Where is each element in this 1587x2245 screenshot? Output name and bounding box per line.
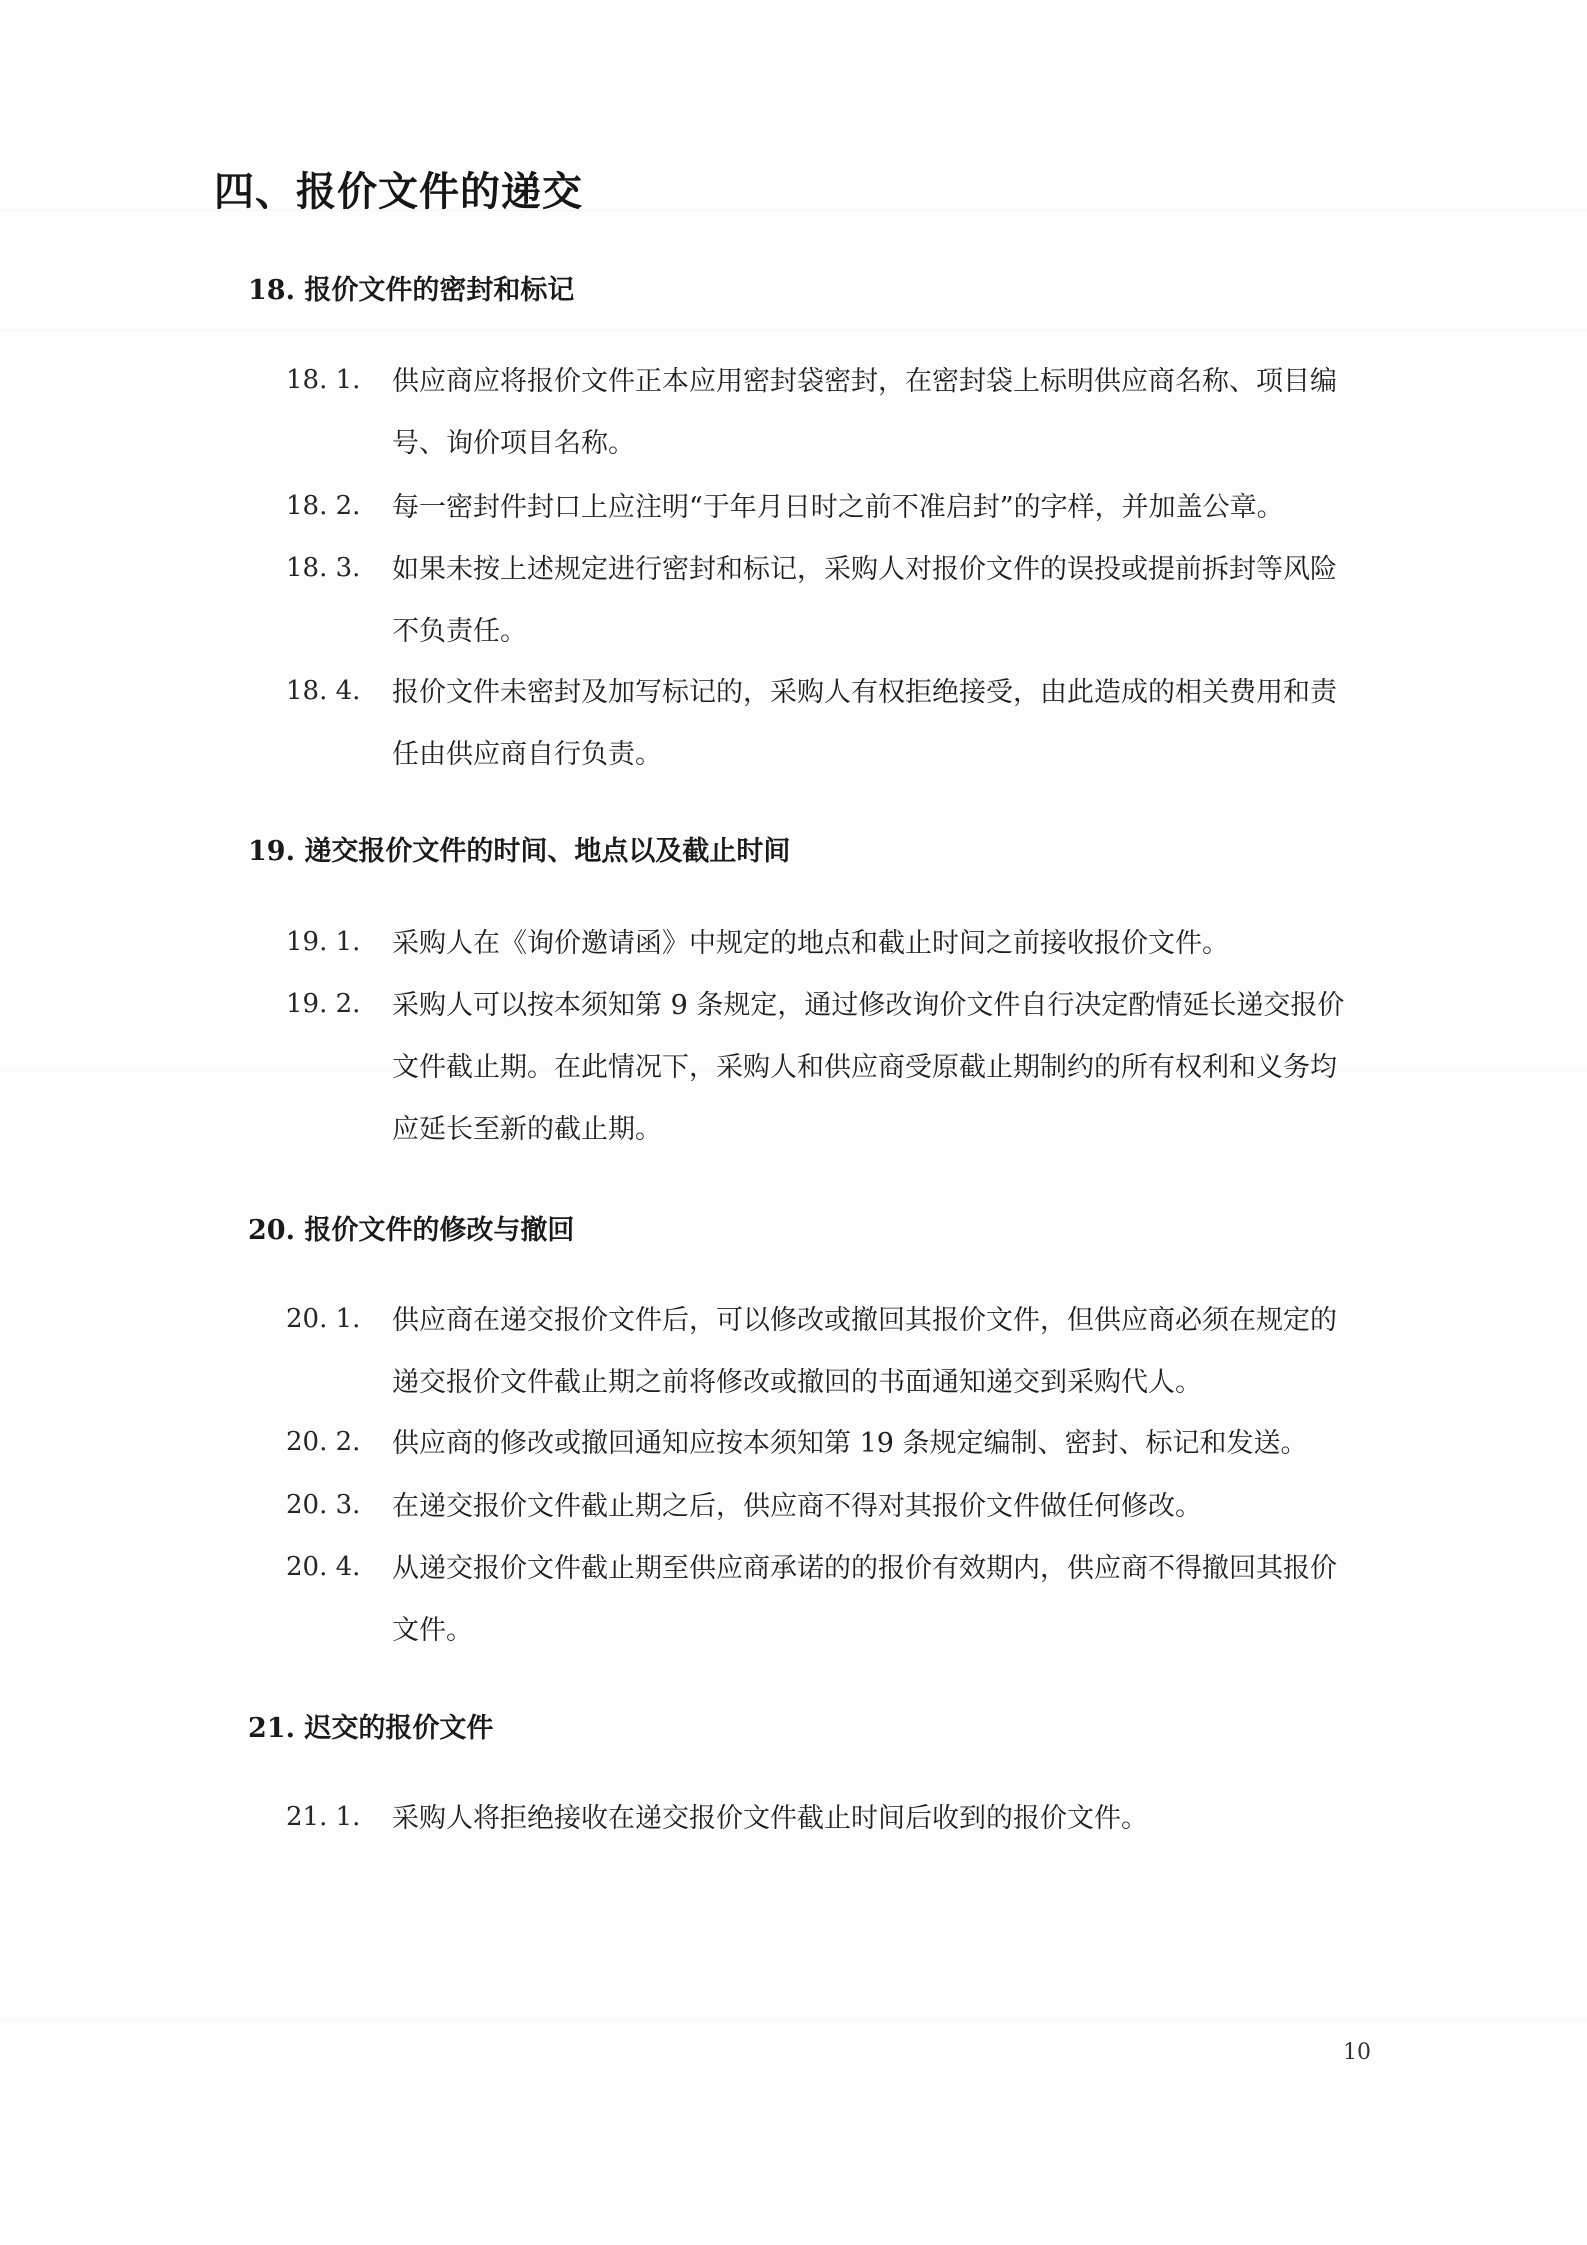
clause-number: 19. 2.	[286, 989, 361, 1019]
section-heading-19: 19. 递交报价文件的时间、地点以及截止时间	[248, 836, 791, 867]
clause-text: 供应商的修改或撤回通知应按本须知第 19 条规定编制、密封、标记和发送。	[392, 1428, 1308, 1459]
clause-number: 18. 3.	[286, 553, 361, 583]
clause-text: 在递交报价文件截止期之后，供应商不得对其报价文件做任何修改。	[392, 1491, 1202, 1522]
section-heading-18: 18. 报价文件的密封和标记	[248, 275, 575, 306]
clause-text: 如果未按上述规定进行密封和标记，采购人对报价文件的误投或提前拆封等风险不负责任。	[392, 554, 1337, 647]
clause-text: 采购人可以按本须知第 9 条规定，通过修改询价文件自行决定酌情延长递交报价文件截止期。在此情况下，采购人和供应商受原截止期制约的所有权利和义务均应延长至新的截止期。	[392, 990, 1345, 1145]
clause-number: 18. 1.	[286, 365, 361, 395]
clause-text: 采购人将拒绝接收在递交报价文件截止时间后收到的报价文件。	[392, 1803, 1148, 1834]
section-heading-20: 20. 报价文件的修改与撤回	[248, 1215, 575, 1246]
clause-text: 每一密封件封口上应注明“于年月日时之前不准启封”的字样，并加盖公章。	[392, 492, 1284, 523]
clause-number: 20. 2.	[286, 1427, 361, 1457]
clause-number: 20. 4.	[286, 1552, 361, 1582]
clause-number: 21. 1.	[286, 1802, 361, 1832]
clause-text: 报价文件未密封及加写标记的，采购人有权拒绝接受，由此造成的相关费用和责任由供应商自行负责。	[392, 677, 1337, 770]
clause-text: 供应商在递交报价文件后，可以修改或撤回其报价文件，但供应商必须在规定的递交报价文件截止期之前将修改或撤回的书面通知递交到采购代人。	[392, 1305, 1337, 1398]
clause-text: 从递交报价文件截止期至供应商承诺的的报价有效期内，供应商不得撤回其报价文件。	[392, 1553, 1337, 1646]
clause-number: 20. 3.	[286, 1490, 361, 1520]
section-heading-21: 21. 迟交的报价文件	[248, 1713, 494, 1744]
clause-text: 采购人在《询价邀请函》中规定的地点和截止时间之前接收报价文件。	[392, 928, 1229, 959]
clause-number: 19. 1.	[286, 927, 361, 957]
page-number: 10	[1343, 2040, 1371, 2065]
clause-text: 供应商应将报价文件正本应用密封袋密封，在密封袋上标明供应商名称、项目编号、询价项目名称。	[392, 366, 1337, 459]
scan-artifact	[0, 2020, 1587, 2021]
chapter-title: 四、报价文件的递交	[214, 168, 583, 215]
clause-number: 20. 1.	[286, 1304, 361, 1334]
clause-number: 18. 4.	[286, 676, 361, 706]
scan-artifact	[0, 330, 1587, 331]
clause-number: 18. 2.	[286, 491, 361, 521]
